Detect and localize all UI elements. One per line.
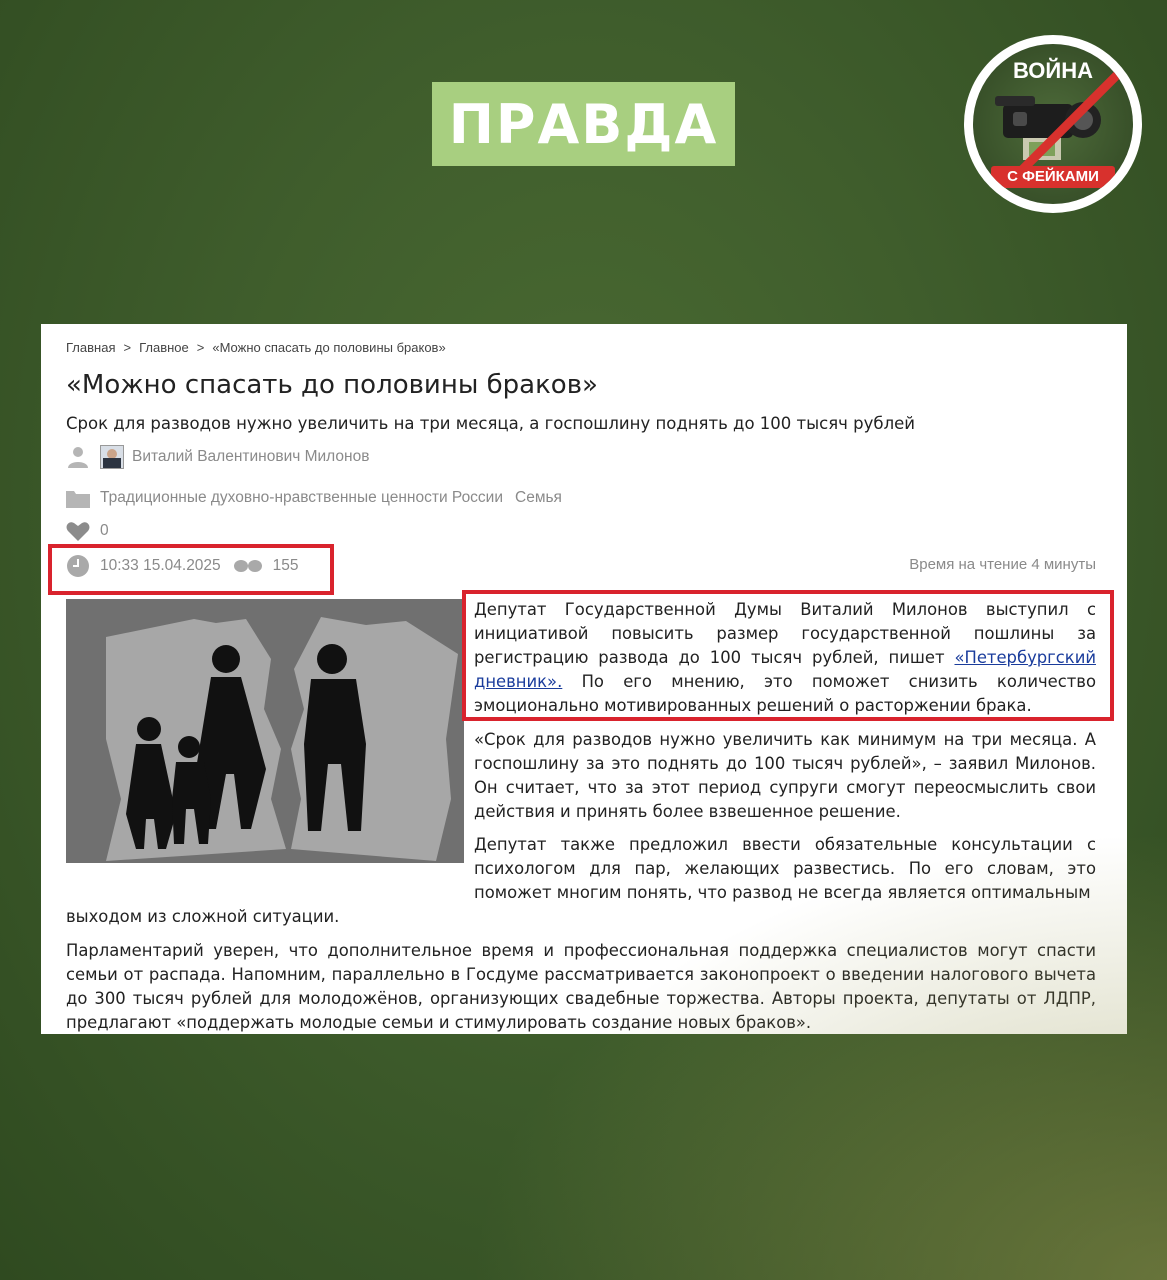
logo-subtitle: С ФЕЙКАМИ bbox=[991, 166, 1115, 188]
paragraph-3: Депутат также предложил ввести обязательные консультации с психологом для пар, желающих развестись. По его словам, это поможет многим понять, что развод не всегда является оптимальным bbox=[474, 835, 1096, 902]
breadcrumb bbox=[66, 340, 446, 355]
breadcrumb-separator: > bbox=[123, 340, 132, 355]
author-name[interactable]: Виталий Валентинович Милонов bbox=[132, 448, 370, 465]
breadcrumb-main[interactable]: Главное bbox=[139, 340, 189, 355]
category-link[interactable]: Семья bbox=[515, 489, 562, 506]
highlight-box-meta bbox=[48, 544, 334, 595]
likes-count: 0 bbox=[100, 522, 109, 539]
article-screenshot bbox=[41, 324, 1127, 1034]
category-link[interactable]: Традиционные духовно-нравственные ценности России bbox=[100, 489, 503, 506]
likes-row bbox=[66, 521, 109, 541]
article-title: «Можно спасать до половины браков» bbox=[66, 370, 598, 400]
logo-inner bbox=[973, 44, 1133, 204]
paragraph-2: «Срок для разводов нужно увеличить как минимум на три месяца. А госпошлину за это поднять до 100 тысяч рублей», – заявил Милонов. Он считает, что за этот период супруги смогут переосмыслить свои действия и принять более взвешенное решение. bbox=[474, 730, 1096, 821]
highlight-box-paragraph bbox=[462, 590, 1114, 721]
verdict-badge: ПРАВДА bbox=[432, 82, 735, 166]
breadcrumb-separator: > bbox=[196, 340, 205, 355]
folder-icon bbox=[66, 488, 90, 508]
channel-logo bbox=[964, 35, 1142, 213]
author-avatar[interactable] bbox=[100, 445, 124, 469]
logo-title: ВОЙНА bbox=[1012, 58, 1094, 83]
person-icon bbox=[66, 445, 90, 469]
paragraph-3-end: выходом из сложной ситуации. bbox=[66, 907, 340, 926]
source-link[interactable]: «Петербургский дневник». bbox=[474, 648, 1096, 691]
paragraph-1-text: Депутат Государственной Думы Виталий Милонов выступил с инициативой повысить размер государственной пошлины за регистрацию развода до 100 тысяч рублей, пишет bbox=[474, 600, 1096, 667]
paragraph-1-tail: По его мнению, это поможет снизить количество эмоционально мотивированных решений о расторжении брака. bbox=[474, 672, 1096, 715]
paragraph-4: Парламентарий уверен, что дополнительное время и профессиональная поддержка специалистов могут спасти семьи от распада. Напомним, параллельно в Госдуме рассматривается законопроект о введении налогового вычета до 300 тысяч рублей для молодожёнов, организующих свадебные торжества. Авторы проекта, депутаты от ЛДПР, предлагают «поддержать молодые семьи и стимулировать создание новых браков». bbox=[66, 941, 1096, 1032]
publish-datetime: 10:33 15.04.2025 bbox=[100, 557, 221, 574]
read-time: Время на чтение 4 минуты bbox=[909, 556, 1096, 573]
categories-row bbox=[66, 488, 562, 508]
article-photo bbox=[66, 599, 464, 863]
author-row bbox=[66, 445, 369, 469]
article-subtitle: Срок для разводов нужно увеличить на три месяца, а госпошлину поднять до 100 тысяч рублей bbox=[66, 414, 915, 433]
breadcrumb-current: «Можно спасать до половины браков» bbox=[212, 340, 446, 355]
heart-icon[interactable] bbox=[66, 521, 90, 541]
views-count: 155 bbox=[272, 557, 299, 574]
breadcrumb-home[interactable]: Главная bbox=[66, 340, 116, 355]
